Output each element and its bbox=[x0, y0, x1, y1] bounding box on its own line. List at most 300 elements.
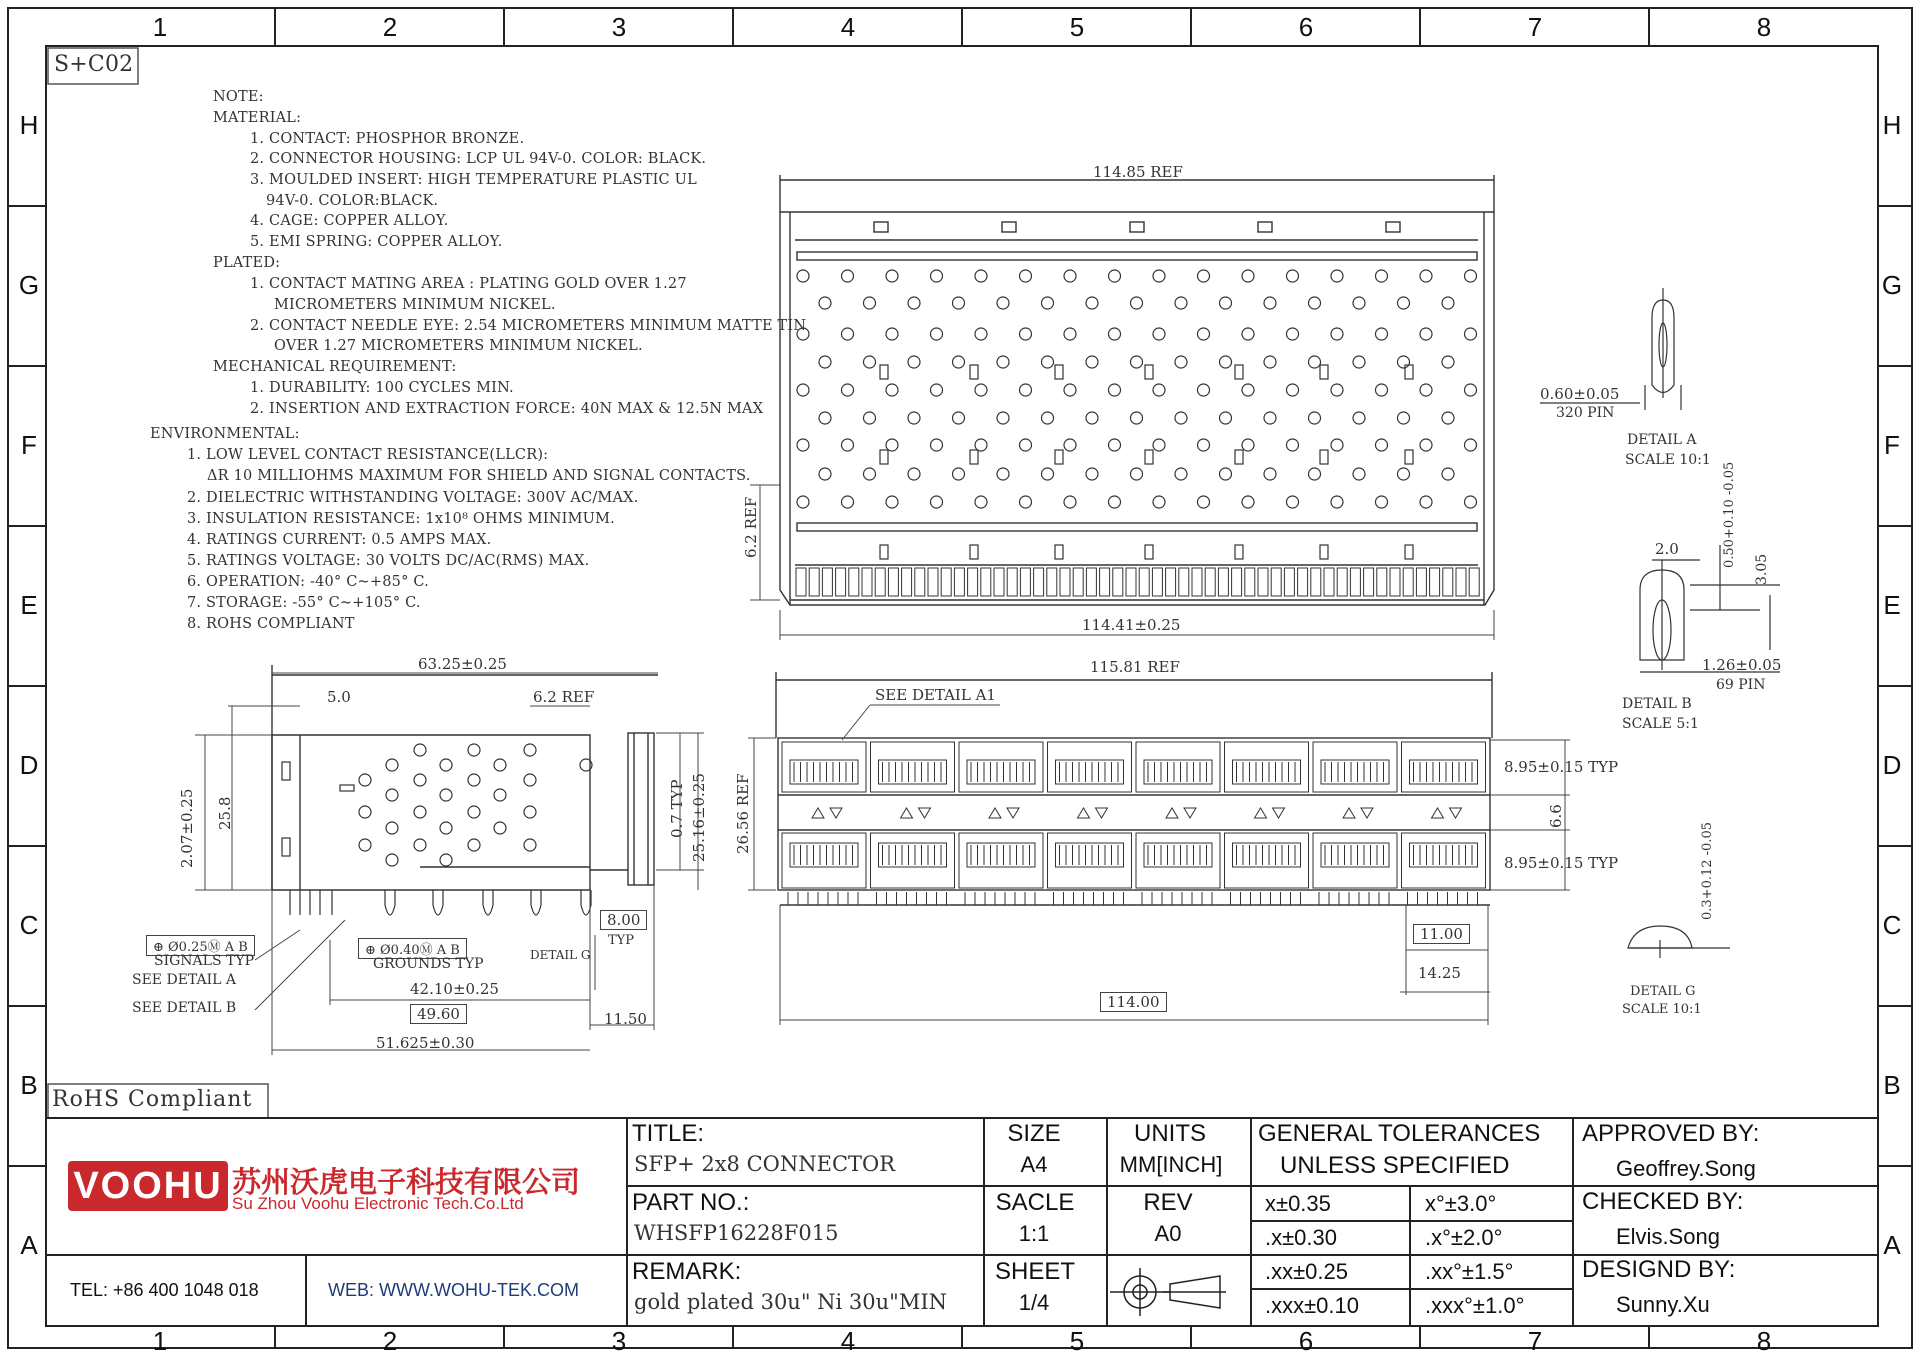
company-web[interactable]: WEB: WWW.WOHU-TEK.COM bbox=[328, 1280, 579, 1300]
comb-tooth bbox=[941, 568, 951, 596]
note-line: PLATED: bbox=[213, 255, 281, 271]
vent-hole bbox=[440, 759, 452, 771]
vent-hole bbox=[1264, 356, 1276, 368]
see-detail-a1: SEE DETAIL A1 bbox=[875, 686, 996, 704]
note-line: 2. INSERTION AND EXTRACTION FORCE: 40N MAX & 12.5N MAX bbox=[250, 401, 764, 417]
vent-hole bbox=[975, 496, 987, 508]
vent-hole bbox=[1153, 328, 1165, 340]
zone-row-e: E bbox=[20, 590, 38, 620]
tolerance-value: .x°±2.0° bbox=[1425, 1225, 1503, 1250]
ground-pin bbox=[433, 890, 443, 915]
vent-hole bbox=[1465, 439, 1477, 451]
latch-slot bbox=[1320, 545, 1328, 559]
vent-hole bbox=[1109, 270, 1121, 282]
comb-tooth bbox=[1377, 568, 1387, 596]
vent-hole bbox=[1020, 270, 1032, 282]
note-line: 6. OPERATION: -40° C~+85° C. bbox=[187, 574, 429, 590]
vent-hole bbox=[1420, 328, 1432, 340]
note-line: ENVIRONMENTAL: bbox=[150, 426, 300, 442]
comb-tooth bbox=[796, 568, 806, 596]
comb-tooth bbox=[1060, 568, 1070, 596]
vent-hole bbox=[842, 270, 854, 282]
comb-tooth bbox=[1073, 568, 1083, 596]
vent-hole bbox=[1064, 439, 1076, 451]
vent-hole bbox=[414, 774, 426, 786]
dim-port-pitch-top: 8.95±0.15 TYP bbox=[1504, 758, 1619, 776]
port-lower bbox=[1136, 833, 1220, 888]
title-value: SFP+ 2x8 CONNECTOR bbox=[634, 1152, 896, 1176]
vent-hole bbox=[931, 270, 943, 282]
comb-tooth bbox=[836, 568, 846, 596]
vent-hole bbox=[1465, 328, 1477, 340]
vent-hole bbox=[1376, 439, 1388, 451]
vent-hole bbox=[1331, 439, 1343, 451]
see-detail-b: SEE DETAIL B bbox=[132, 1000, 237, 1016]
vent-hole bbox=[1198, 384, 1210, 396]
comb-tooth bbox=[1139, 568, 1149, 596]
zone-col-8-bottom: 8 bbox=[1756, 1326, 1772, 1356]
vent-hole bbox=[953, 297, 965, 309]
zone-row-f: F bbox=[21, 430, 37, 460]
port-lower bbox=[1048, 833, 1132, 888]
sheet-value: 1/4 bbox=[1018, 1290, 1050, 1315]
dim-side-62: 6.2 REF bbox=[533, 688, 595, 706]
dim-port-gap: 6.6 bbox=[1547, 804, 1565, 828]
vent-hole bbox=[1064, 270, 1076, 282]
vent-hole bbox=[1131, 297, 1143, 309]
tolerance-value: .xx±0.25 bbox=[1265, 1259, 1349, 1284]
comb-tooth bbox=[1416, 568, 1426, 596]
zone-row-d: D bbox=[19, 750, 39, 780]
sheet-label: SHEET bbox=[994, 1258, 1075, 1285]
vent-hole bbox=[440, 822, 452, 834]
latch-slot bbox=[1055, 545, 1063, 559]
vent-hole bbox=[1175, 468, 1187, 480]
vent-hole bbox=[1309, 356, 1321, 368]
note-line: 94V-0. COLOR:BLACK. bbox=[266, 193, 439, 209]
vent-hole bbox=[1086, 356, 1098, 368]
vent-hole bbox=[975, 270, 987, 282]
part-label: PART NO.: bbox=[632, 1189, 750, 1216]
latch-slot bbox=[1405, 545, 1413, 559]
latch-slot bbox=[1235, 545, 1243, 559]
detail-g-callout: DETAIL G bbox=[530, 948, 591, 962]
rohs-label: RoHS Compliant bbox=[52, 1087, 253, 1112]
latch-slot bbox=[1145, 450, 1153, 464]
vent-hole bbox=[1242, 328, 1254, 340]
vent-hole bbox=[1309, 297, 1321, 309]
triangle-down-icon bbox=[1184, 808, 1196, 818]
zone-row-h: H bbox=[19, 110, 39, 140]
vent-hole bbox=[1153, 496, 1165, 508]
vent-hole bbox=[842, 328, 854, 340]
triangle-up-icon bbox=[812, 808, 824, 818]
detail-b-scale: SCALE 5:1 bbox=[1622, 716, 1699, 732]
vent-hole bbox=[886, 384, 898, 396]
side-slot bbox=[340, 785, 354, 791]
vent-hole bbox=[975, 439, 987, 451]
vent-hole bbox=[1220, 297, 1232, 309]
triangle-down-icon bbox=[1361, 808, 1373, 818]
dim-114: 114.00 bbox=[1100, 992, 1167, 1012]
vent-hole bbox=[1420, 384, 1432, 396]
note-line: OVER 1.27 MICROMETERS MINIMUM NICKEL. bbox=[274, 338, 643, 354]
vent-hole bbox=[1353, 412, 1365, 424]
vent-hole bbox=[819, 468, 831, 480]
triangle-up-icon bbox=[1255, 808, 1267, 818]
vent-hole bbox=[953, 468, 965, 480]
vent-hole bbox=[1242, 496, 1254, 508]
comb-tooth bbox=[1456, 568, 1466, 596]
note-line: 1. LOW LEVEL CONTACT RESISTANCE(LLCR): bbox=[187, 447, 549, 463]
comb-tooth bbox=[1284, 568, 1294, 596]
vent-hole bbox=[975, 328, 987, 340]
latch-slot bbox=[880, 450, 888, 464]
zone-row-f-right: F bbox=[1884, 430, 1900, 460]
detail-a-title: DETAIL A bbox=[1627, 432, 1697, 448]
vent-hole bbox=[468, 806, 480, 818]
zone-col-2-bottom: 2 bbox=[382, 1326, 398, 1356]
vent-hole bbox=[1353, 468, 1365, 480]
comb-tooth bbox=[1152, 568, 1162, 596]
vent-hole bbox=[997, 412, 1009, 424]
comb-tooth bbox=[1350, 568, 1360, 596]
dim-11: 11.00 bbox=[1413, 924, 1470, 944]
comb-tooth bbox=[1258, 568, 1268, 596]
tolerance-value: x±0.35 bbox=[1265, 1191, 1331, 1216]
zone-row-a-right: A bbox=[1883, 1230, 1901, 1260]
detail-g-title: DETAIL G bbox=[1630, 984, 1696, 999]
vent-hole bbox=[1064, 328, 1076, 340]
note-line: 5. EMI SPRING: COPPER ALLOY. bbox=[250, 234, 503, 250]
triangle-down-icon bbox=[1096, 808, 1108, 818]
comb-tooth bbox=[902, 568, 912, 596]
size-label: SIZE bbox=[1007, 1120, 1061, 1147]
detail-a-pins: 320 PIN bbox=[1556, 405, 1615, 421]
latch-slot bbox=[1055, 450, 1063, 464]
vent-hole bbox=[414, 806, 426, 818]
vent-hole bbox=[1198, 270, 1210, 282]
front-view-ports bbox=[782, 742, 1486, 905]
zone-col-4: 4 bbox=[840, 12, 856, 42]
zone-col-3-bottom: 3 bbox=[611, 1326, 627, 1356]
tolerance-title: GENERAL TOLERANCES bbox=[1258, 1120, 1541, 1147]
comb-tooth bbox=[862, 568, 872, 596]
vent-hole bbox=[1376, 496, 1388, 508]
dim-top-width-ref: 114.85 REF bbox=[1093, 163, 1183, 181]
vent-hole bbox=[359, 774, 371, 786]
triangle-up-icon bbox=[1343, 808, 1355, 818]
vent-hole bbox=[1420, 496, 1432, 508]
vent-hole bbox=[468, 744, 480, 756]
port-lower bbox=[1402, 833, 1486, 888]
note-line: MATERIAL: bbox=[213, 110, 302, 126]
port-lower bbox=[1313, 833, 1397, 888]
comb-tooth bbox=[994, 568, 1004, 596]
detail-b-126: 1.26±0.05 bbox=[1702, 656, 1782, 674]
vent-hole bbox=[1465, 496, 1477, 508]
zone-row-c-right: C bbox=[1882, 910, 1902, 940]
rev-label: REV bbox=[1143, 1189, 1193, 1216]
vent-hole bbox=[1220, 468, 1232, 480]
vent-hole bbox=[359, 839, 371, 851]
zone-col-8: 8 bbox=[1756, 12, 1772, 42]
vent-hole bbox=[1220, 356, 1232, 368]
zone-col-4-bottom: 4 bbox=[840, 1326, 856, 1356]
triangle-down-icon bbox=[1273, 808, 1285, 818]
zone-col-7: 7 bbox=[1527, 12, 1543, 42]
zone-row-c: C bbox=[19, 910, 39, 940]
vent-hole bbox=[1153, 439, 1165, 451]
vent-hole bbox=[386, 854, 398, 866]
company-logo: VOOHU bbox=[68, 1161, 228, 1211]
vent-hole bbox=[1331, 270, 1343, 282]
vent-hole bbox=[975, 384, 987, 396]
port-lower bbox=[1225, 833, 1309, 888]
detail-b-title: DETAIL B bbox=[1622, 696, 1692, 712]
latch-slot bbox=[1405, 450, 1413, 464]
note-line: 5. RATINGS VOLTAGE: 30 VOLTS DC/AC(RMS) MAX. bbox=[187, 553, 590, 569]
vent-hole bbox=[1420, 439, 1432, 451]
comb-tooth bbox=[809, 568, 819, 596]
tolerance-value: .xxx°±1.0° bbox=[1425, 1293, 1525, 1318]
comb-tooth bbox=[1271, 568, 1281, 596]
vent-hole bbox=[886, 328, 898, 340]
vent-hole bbox=[842, 384, 854, 396]
vent-hole bbox=[1353, 297, 1365, 309]
vent-hole bbox=[797, 496, 809, 508]
vent-hole bbox=[886, 496, 898, 508]
comb-tooth bbox=[1034, 568, 1044, 596]
vent-hole bbox=[819, 356, 831, 368]
vent-hole bbox=[953, 412, 965, 424]
vent-hole bbox=[494, 759, 506, 771]
vent-hole bbox=[842, 496, 854, 508]
top-view-holes bbox=[797, 270, 1477, 508]
vent-hole bbox=[1020, 384, 1032, 396]
note-line: 1. CONTACT MATING AREA : PLATING GOLD OVER 1.27 bbox=[250, 276, 687, 292]
dim-side-typ: TYP bbox=[608, 933, 634, 948]
vent-hole bbox=[1264, 297, 1276, 309]
comb-tooth bbox=[1430, 568, 1440, 596]
vent-hole bbox=[524, 806, 536, 818]
tolerance-value: .x±0.30 bbox=[1265, 1225, 1338, 1250]
dim-side-4960: 49.60 bbox=[410, 1004, 467, 1024]
vent-hole bbox=[908, 412, 920, 424]
vent-hole bbox=[386, 789, 398, 801]
dim-front-width-ref: 115.81 REF bbox=[1090, 658, 1180, 676]
vent-hole bbox=[524, 839, 536, 851]
dim-14: 14.25 bbox=[1418, 964, 1461, 982]
note-line: 7. STORAGE: -55° C~+105° C. bbox=[187, 595, 421, 611]
top-view-comb bbox=[796, 568, 1479, 596]
vent-hole bbox=[1086, 297, 1098, 309]
latch-slot bbox=[1320, 365, 1328, 379]
dim-side-5: 5.0 bbox=[327, 688, 351, 706]
zone-row-g-right: G bbox=[1881, 270, 1903, 300]
comb-tooth bbox=[1047, 568, 1057, 596]
tol-signals: ⊕ Ø0.25Ⓜ A B bbox=[146, 935, 255, 956]
vent-hole bbox=[864, 297, 876, 309]
comb-tooth bbox=[954, 568, 964, 596]
comb-tooth bbox=[981, 568, 991, 596]
comb-tooth bbox=[1205, 568, 1215, 596]
tol-grounds: ⊕ Ø0.40Ⓜ A B bbox=[358, 938, 467, 959]
note-line: 1. DURABILITY: 100 CYCLES MIN. bbox=[250, 380, 514, 396]
zone-row-h-right: H bbox=[1882, 110, 1902, 140]
triangle-down-icon bbox=[1450, 808, 1462, 818]
dim-side-1150: 11.50 bbox=[604, 1010, 647, 1028]
latch-slot bbox=[1145, 365, 1153, 379]
zone-col-3: 3 bbox=[611, 12, 627, 42]
comb-tooth bbox=[968, 568, 978, 596]
vent-hole bbox=[1376, 384, 1388, 396]
comb-tooth bbox=[1337, 568, 1347, 596]
latch-slot bbox=[1145, 545, 1153, 559]
dim-side-258: 25.8 bbox=[216, 796, 234, 830]
zone-row-a: A bbox=[20, 1230, 38, 1260]
comb-tooth bbox=[1364, 568, 1374, 596]
triangle-down-icon bbox=[919, 808, 931, 818]
vent-hole bbox=[1109, 439, 1121, 451]
comb-tooth bbox=[1324, 568, 1334, 596]
zone-row-g: G bbox=[18, 270, 40, 300]
vent-hole bbox=[1398, 468, 1410, 480]
vent-hole bbox=[1287, 328, 1299, 340]
tolerance-value: x°±3.0° bbox=[1425, 1191, 1497, 1216]
comb-tooth bbox=[1020, 568, 1030, 596]
zone-row-e-right: E bbox=[1883, 590, 1901, 620]
vent-hole bbox=[1465, 384, 1477, 396]
vent-hole bbox=[1020, 328, 1032, 340]
comb-tooth bbox=[888, 568, 898, 596]
comb-tooth bbox=[915, 568, 925, 596]
comb-tooth bbox=[1298, 568, 1308, 596]
vent-hole bbox=[1442, 468, 1454, 480]
note-line: 3. INSULATION RESISTANCE: 1x10⁸ OHMS MINIMUM. bbox=[187, 511, 615, 527]
latch-slot bbox=[880, 545, 888, 559]
dim-top-width-tol: 114.41±0.25 bbox=[1082, 616, 1181, 634]
note-line: ΔR 10 MILLIOHMS MAXIMUM FOR SHIELD AND SIGNAL CONTACTS. bbox=[207, 468, 751, 484]
latch-slot bbox=[880, 365, 888, 379]
vent-hole bbox=[440, 854, 452, 866]
detail-b-050: 0.50+0.10 -0.05 bbox=[1722, 461, 1737, 568]
vent-hole bbox=[797, 439, 809, 451]
zone-row-d-right: D bbox=[1882, 750, 1902, 780]
vent-hole bbox=[1042, 412, 1054, 424]
zone-col-2: 2 bbox=[382, 12, 398, 42]
vent-hole bbox=[440, 789, 452, 801]
vent-hole bbox=[931, 496, 943, 508]
part-value: WHSFP16228F015 bbox=[634, 1221, 839, 1245]
signals-typ: SIGNALS TYP bbox=[154, 953, 255, 969]
comb-tooth bbox=[1311, 568, 1321, 596]
vent-hole bbox=[1175, 356, 1187, 368]
comb-tooth bbox=[928, 568, 938, 596]
vent-hole bbox=[797, 384, 809, 396]
vent-hole bbox=[494, 789, 506, 801]
vent-hole bbox=[1242, 270, 1254, 282]
vent-hole bbox=[1220, 412, 1232, 424]
comb-tooth bbox=[1218, 568, 1228, 596]
note-line: MICROMETERS MINIMUM NICKEL. bbox=[274, 297, 556, 313]
dim-side-51625: 51.625±0.30 bbox=[376, 1034, 475, 1052]
dim-side-07: 0.7 TYP bbox=[668, 779, 686, 838]
vent-hole bbox=[931, 384, 943, 396]
vent-hole bbox=[1309, 468, 1321, 480]
company-tel: TEL: +86 400 1048 018 bbox=[70, 1280, 259, 1300]
vent-hole bbox=[1242, 439, 1254, 451]
vent-hole bbox=[886, 439, 898, 451]
comb-tooth bbox=[1403, 568, 1413, 596]
vent-hole bbox=[1153, 270, 1165, 282]
detail-a-dim: 0.60±0.05 bbox=[1540, 385, 1620, 403]
comb-tooth bbox=[1007, 568, 1017, 596]
zone-col-1: 1 bbox=[152, 12, 168, 42]
comb-tooth bbox=[1113, 568, 1123, 596]
vent-hole bbox=[931, 439, 943, 451]
dim-side-4210: 42.10±0.25 bbox=[410, 980, 499, 998]
scale-value: 1:1 bbox=[1018, 1221, 1050, 1246]
detail-g-scale: SCALE 10:1 bbox=[1622, 1002, 1702, 1017]
comb-tooth bbox=[1192, 568, 1202, 596]
latch-slot bbox=[1235, 365, 1243, 379]
vent-hole bbox=[997, 356, 1009, 368]
tolerance-value: .xxx±0.10 bbox=[1265, 1293, 1360, 1318]
note-line: MECHANICAL REQUIREMENT: bbox=[213, 359, 457, 375]
vent-hole bbox=[1331, 328, 1343, 340]
note-line: 2. CONTACT NEEDLE EYE: 2.54 MICROMETERS MINIMUM MATTE TIN bbox=[250, 318, 807, 334]
note-line: 3. MOULDED INSERT: HIGH TEMPERATURE PLASTIC UL bbox=[250, 172, 697, 188]
dim-port-pitch-bottom: 8.95±0.15 TYP bbox=[1504, 854, 1619, 872]
latch-slot bbox=[1055, 365, 1063, 379]
note-line: 8. ROHS COMPLIANT bbox=[187, 616, 355, 632]
vent-hole bbox=[1109, 496, 1121, 508]
vent-hole bbox=[1131, 468, 1143, 480]
note-line: 1. CONTACT: PHOSPHOR BRONZE. bbox=[250, 131, 525, 147]
detail-b-20: 2.0 bbox=[1655, 540, 1679, 558]
vent-hole bbox=[908, 297, 920, 309]
vent-hole bbox=[1331, 496, 1343, 508]
title-block bbox=[46, 1118, 1878, 1326]
vent-hole bbox=[997, 468, 1009, 480]
triangle-up-icon bbox=[1078, 808, 1090, 818]
vent-hole bbox=[1287, 496, 1299, 508]
side-view-pins bbox=[290, 890, 591, 915]
note-line: 2. CONNECTOR HOUSING: LCP UL 94V-0. COLOR: BLACK. bbox=[250, 151, 707, 167]
vent-hole bbox=[1042, 297, 1054, 309]
vent-hole bbox=[1086, 412, 1098, 424]
side-slot bbox=[282, 838, 290, 856]
comb-tooth bbox=[1245, 568, 1255, 596]
vent-hole bbox=[1020, 439, 1032, 451]
comb-tooth bbox=[1469, 568, 1479, 596]
vent-hole bbox=[468, 774, 480, 786]
side-view-holes bbox=[282, 744, 592, 866]
detail-b-pins: 69 PIN bbox=[1716, 677, 1766, 693]
vent-hole bbox=[1042, 356, 1054, 368]
zone-col-6-bottom: 6 bbox=[1298, 1326, 1314, 1356]
vent-hole bbox=[1353, 356, 1365, 368]
detail-g-dim: 0.3+0.12 -0.05 bbox=[1700, 822, 1715, 920]
comb-tooth bbox=[1166, 568, 1176, 596]
vent-hole bbox=[1376, 270, 1388, 282]
vent-hole bbox=[1131, 412, 1143, 424]
dim-side-width: 63.25±0.25 bbox=[418, 655, 507, 673]
tolerance-value: .xx°±1.5° bbox=[1425, 1259, 1514, 1284]
comb-tooth bbox=[1443, 568, 1453, 596]
checked-label: CHECKED BY: bbox=[1582, 1188, 1744, 1215]
